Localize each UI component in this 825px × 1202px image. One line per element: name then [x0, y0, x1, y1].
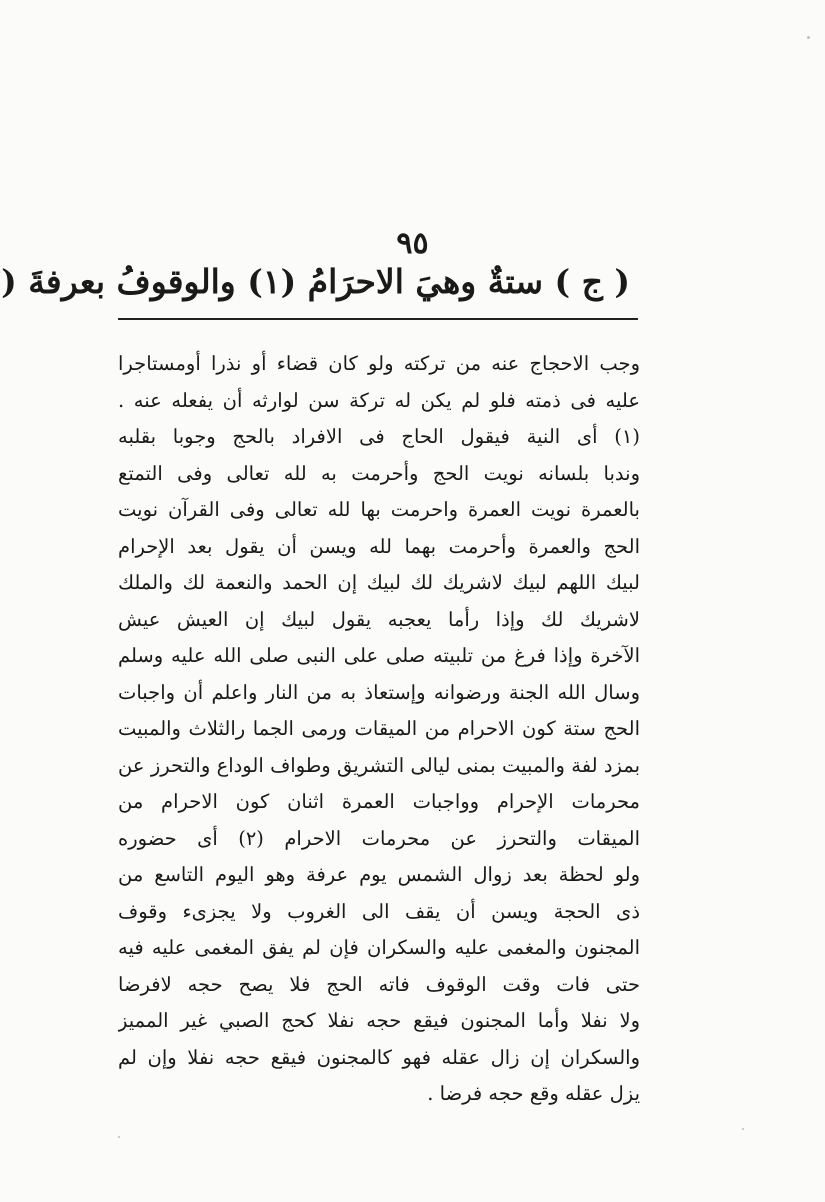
text-line: وسال الله الجنة ورضوانه وإستعاذ به من النار واعلم أن واجبات — [118, 680, 640, 704]
text-line: بمزد لفة والمبيت بمنى ليالى التشريق وطواف الوداع والتحرز عن — [118, 753, 640, 777]
text-line: حتى فات وقت الوقوف فاته الحج فلا يصح حجه لافرضا — [118, 972, 640, 996]
text-line: يزل عقله وقع حجه فرضا . — [427, 1082, 640, 1105]
text-line: ولو لحظة بعد زوال الشمس يوم عرفة وهو اليوم التاسع من — [118, 863, 640, 886]
text-line: وندبا بلسانه نويت الحج وأحرمت به لله تعالى وفى التمتع — [118, 461, 640, 485]
paper-speck — [807, 36, 810, 39]
paper-speck — [742, 1128, 744, 1130]
text-line: محرمات الإحرام وواجبات العمرة اثنان كون الاحرام من — [118, 790, 640, 813]
text-line: المجنون والمغمى عليه والسكران فإن لم يفق المغمى عليه فيه — [118, 936, 640, 959]
text-line: الحج ستة كون الاحرام من الميقات ورمى الجما رالثلاث والمبيت — [118, 717, 640, 740]
text-line: (١) أى النية فيقول الحاج فى الافراد بالحج وجوبا بقلبه — [118, 425, 640, 448]
text-line: الميقات والتحرز عن محرمات الاحرام (٢) أى حضوره — [118, 826, 640, 850]
text-line: والسكران إن زال عقله فهو كالمجنون فيقع حجه نفلا وإن لم — [118, 1045, 640, 1069]
text-line: لاشريك لك وإذا رأما يعجبه يقول لبيك إن العيش عيش — [118, 607, 640, 631]
text-line: عليه فى ذمته فلو لم يكن له تركة سن لوارثه أن يفعله عنه . — [118, 388, 640, 412]
text-line: وجب الاحجاج عنه من تركته ولو كان قضاء أو نذرا أومستاجرا — [118, 352, 640, 375]
heading-underline — [118, 318, 638, 320]
text-line: لبيك اللهم لبيك لاشريك لك لبيك إن الحمد والنعمة لك والملك — [118, 571, 640, 594]
body-text — [118, 346, 640, 1113]
text-line: الآخرة وإذا فرغ من تلبيته صلى على النبى صلى الله عليه وسلم — [118, 644, 640, 667]
text-line: ذى الحجة ويسن أن يقف الى الغروب ولا يجزىء وقوف — [118, 899, 640, 923]
paper-speck — [118, 1136, 120, 1138]
text-line: بالعمرة نويت العمرة واحرمت بها لله تعالى وفى القرآن نويت — [118, 498, 640, 521]
text-line: الحج والعمرة وأحرمت بهما لله ويسن أن يقول بعد الإحرام — [118, 534, 640, 558]
page-number: ٩٥ — [396, 226, 429, 261]
text-line: ولا نفلا وأما المجنون فيقع حجه نفلا كحج الصبي غير المميز — [118, 1009, 640, 1032]
section-heading: ( ج ) ستةٌ وهيَ الاحرَامُ (١) والوقوفُ بعرفةَ ( — [1, 262, 630, 301]
